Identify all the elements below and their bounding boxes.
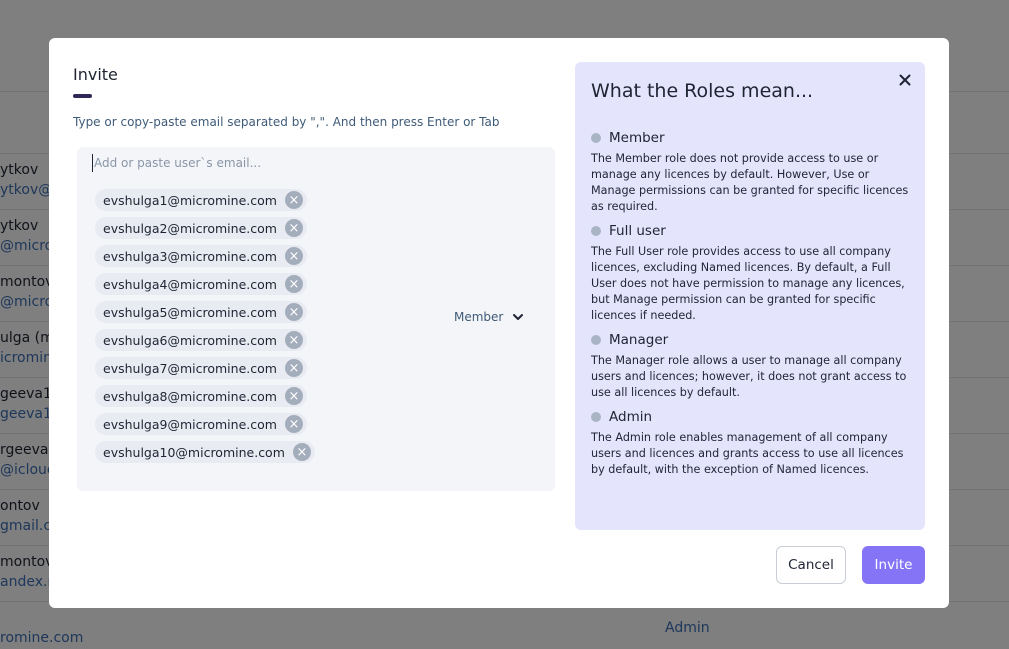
email-chip [95, 217, 307, 239]
roles-list [591, 130, 911, 486]
role-description: The Member role does not provide access to use or manage any licences by default. However, Use or Manage permissions can be granted for specific licences as required. [591, 152, 909, 213]
email-chip [95, 245, 307, 267]
close-circle-icon[interactable]: × [285, 247, 303, 265]
role-name: Admin [609, 409, 653, 425]
email-chip [95, 329, 307, 351]
bullet-icon [591, 412, 601, 422]
close-icon[interactable] [895, 70, 915, 90]
email-chip [95, 385, 307, 407]
email-chip-label: evshulga7@micromine.com [103, 360, 277, 376]
bullet-icon [591, 335, 601, 345]
role-item-full-user [591, 223, 911, 324]
close-circle-icon[interactable]: × [285, 219, 303, 237]
modal-title: Invite [73, 65, 118, 84]
role-description: The Admin role enables management of all company users and licences and grants access to use all licences by default, with the exception of Named licences. [591, 431, 904, 476]
email-chip-label: evshulga10@micromine.com [103, 444, 285, 460]
email-chip [95, 413, 307, 435]
chevron-down-icon [511, 310, 525, 324]
email-chip-label: evshulga5@micromine.com [103, 304, 277, 320]
close-circle-icon[interactable]: × [293, 443, 311, 461]
close-circle-icon[interactable]: × [285, 387, 303, 405]
email-chip-label: evshulga4@micromine.com [103, 276, 277, 292]
email-input[interactable] [92, 154, 392, 172]
email-chip [95, 301, 307, 323]
roles-info-panel [575, 62, 925, 530]
invite-button[interactable]: Invite [862, 546, 925, 584]
email-chip-label: evshulga6@micromine.com [103, 332, 277, 348]
close-circle-icon[interactable]: × [285, 275, 303, 293]
email-chip [95, 189, 307, 211]
email-chip-label: evshulga2@micromine.com [103, 220, 277, 236]
role-name: Manager [609, 332, 669, 348]
role-name: Full user [609, 223, 666, 239]
bullet-icon [591, 133, 601, 143]
email-chip-label: evshulga3@micromine.com [103, 248, 277, 264]
close-circle-icon[interactable]: × [285, 415, 303, 433]
invite-modal [49, 38, 949, 608]
close-circle-icon[interactable]: × [285, 303, 303, 321]
email-chip [95, 441, 315, 463]
title-underline [73, 94, 92, 98]
role-select[interactable] [454, 310, 525, 324]
role-description: The Manager role allows a user to manage all company users and licences; however, it does not grant access to use all licences by default. [591, 354, 907, 399]
email-chip [95, 273, 307, 295]
role-item-admin [591, 409, 911, 478]
role-item-manager [591, 332, 911, 401]
role-select-value: Member [454, 310, 504, 324]
email-chip-label: evshulga8@micromine.com [103, 388, 277, 404]
email-chip-label: evshulga1@micromine.com [103, 192, 277, 208]
cancel-button[interactable]: Cancel [776, 546, 846, 584]
invite-instructions: Type or copy-paste email separated by ",". And then press Enter or Tab [73, 115, 500, 129]
role-description: The Full User role provides access to use all company licences, excluding Named licences. By default, a Full User does not have permission to manage any licences, but Manage permission can be granted for specific licences if needed. [591, 245, 905, 322]
email-chip-list [95, 189, 315, 463]
role-name: Member [609, 130, 665, 146]
close-circle-icon[interactable]: × [285, 359, 303, 377]
role-item-member [591, 130, 911, 215]
close-circle-icon[interactable]: × [285, 191, 303, 209]
bullet-icon [591, 226, 601, 236]
close-circle-icon[interactable]: × [285, 331, 303, 349]
roles-panel-title: What the Roles mean... [591, 80, 814, 102]
email-input-area[interactable] [77, 147, 555, 491]
email-chip [95, 357, 307, 379]
email-chip-label: evshulga9@micromine.com [103, 416, 277, 432]
